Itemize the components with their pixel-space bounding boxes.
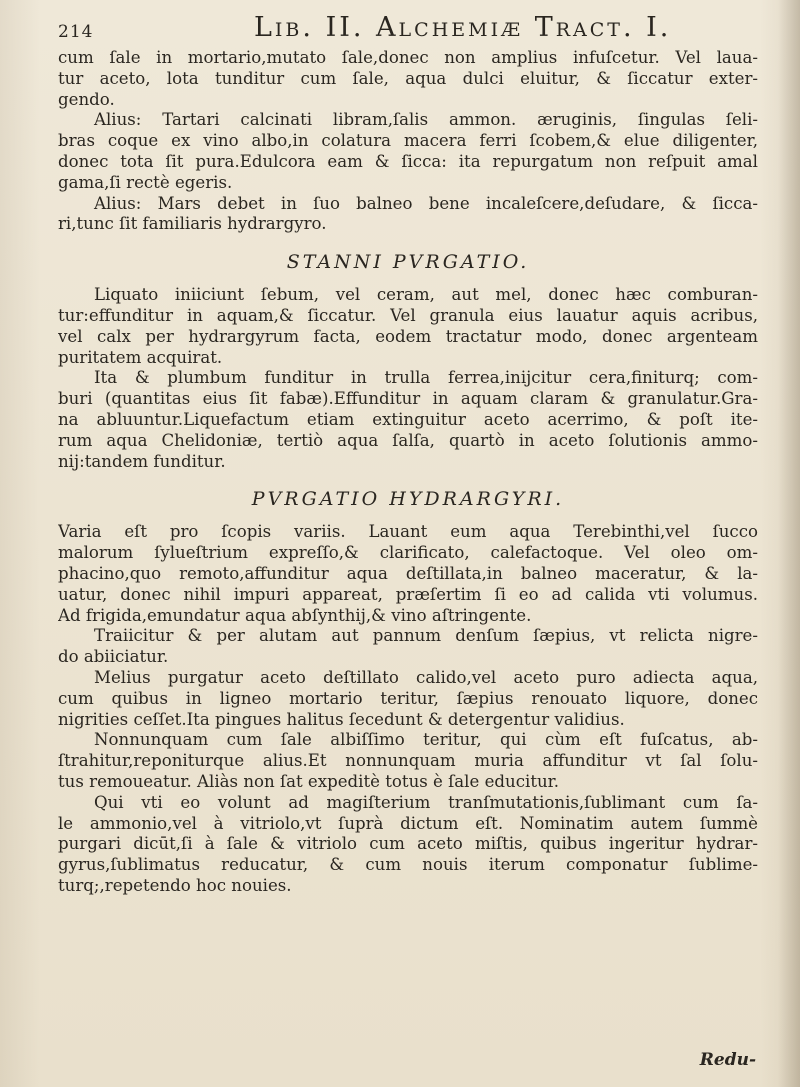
text-line: donec tota ſit pura.Edulcora eam & ſicca: ita repurgatum non reſpuit amal [58,151,758,171]
text-line: Alius: Mars debet in ſuo balneo bene incaleſcere,deſudare, & ſicca- [94,193,758,213]
text-line: gama,ſi rectè egeris. [58,172,233,192]
paragraph-9 [58,730,758,792]
text-line: phacino,quo remoto,affunditur aqua deſtillata,in balneo maceratur, & la- [58,563,758,583]
text-line: bras coque ex vino albo,in colatura macera ferri ſcobem,& elue diligenter, [58,131,758,151]
paragraph-10 [58,793,758,897]
text-line: Alius: Tartari calcinati libram,ſalis ammon. æruginis, ſingulas ſeli- [94,110,758,130]
text-line: puritatem acquirat. [58,347,223,367]
text-line: na abluuntur.Liquefactum etiam extinguitur aceto acerrimo, & poſt ite- [58,409,758,429]
text-line: ri,tunc ſit familiaris hydrargyro. [58,214,327,234]
text-line: Qui vti eo volunt ad magiſterium tranſmutationis,ſublimant cum ſa- [94,792,758,812]
running-title: Lib. II. Alchemiæ Tract. I. [254,12,672,43]
text-line: ſtrahitur,reponiturque alius.Et nonnunquam muria affunditur vt ſal ſolu- [58,751,758,771]
text-line: uatur, donec nihil impuri appareat, præſertim ſi eo ad calida vti volumus. [58,584,758,604]
paragraph-5 [58,368,758,472]
main-text [58,48,758,897]
page-edge-shadow [778,0,800,1087]
text-line: rum aqua Chelidoniæ, tertiò aqua ſalſa, quartò in aceto ſolutionis ammo- [58,430,758,450]
paragraph-3 [58,194,758,236]
text-line: Melius purgatur aceto deſtillato calido,vel aceto puro adiecta aqua, [94,667,758,687]
paragraph-1 [58,48,758,110]
text-line: Nonnunquam cum ſale albiſſimo teritur, qui cùm eſt fuſcatus, ab- [94,730,758,750]
section-heading-stanni: STANNI PVRGATIO. [286,251,530,274]
text-line: buri (quantitas eius ſit fabæ).Effunditur in aquam claram & granulatur.Gra- [58,389,758,409]
text-line: nigrities ceſſet.Ita pingues halitus ſecedunt & detergentur validius. [58,709,625,729]
text-line: cum ſale in mortario,mutato ſale,donec non amplius infuſcetur. Vel laua- [58,48,758,67]
text-line: cum quibus in ligneo mortario teritur, ſæpius renouato liquore, donec [58,688,758,708]
text-line: Ad frigida,emundatur aqua abſynthij,& vino aſtringente. [58,605,532,625]
text-line: Ita & plumbum funditur in trulla ferrea,inijcitur cera,finiturq; com- [94,368,758,388]
text-line: tur aceto, lota tunditur cum ſale, aqua dulci eluitur, & ſiccatur exter- [58,68,758,88]
text-line: gyrus,ſublimatus reducatur, & cum nouis iterum componatur ſublime- [58,855,758,875]
paragraph-6 [58,522,758,626]
page-number: 214 [58,22,94,42]
paragraph-4 [58,285,758,368]
text-line: malorum ſylueſtrium expreſſo,& clarificato, calefactoque. Vel oleo om- [58,543,758,563]
text-line: tus remoueatur. Aliàs non ſat expeditè totus è ſale educitur. [58,771,560,791]
running-head [58,8,758,44]
text-line: gendo. [58,89,115,109]
text-line: Traiicitur & per alutam aut pannum denſum ſæpius, vt relicta nigre- [94,626,758,646]
text-line: vel calx per hydrargyrum facta, eodem tractatur modo, donec argenteam [58,326,758,346]
text-line: Liquato iniiciunt ſebum, vel ceram, aut mel, donec hæc comburan- [94,285,758,305]
section-heading-hydrargyri: PVRGATIO HYDRARGYRI. [251,488,565,511]
text-line: tur:effunditur in aquam,& ſiccatur. Vel granula eius lauatur aquis acribus, [58,305,758,325]
text-line: purgari dicūt,ſi à ſale & vitriolo cum aceto miſtis, quibus ingeritur hydrar- [58,834,758,854]
paragraph-7 [58,626,758,668]
text-line: nij:tandem funditur. [58,451,226,471]
text-line: Varia eſt pro ſcopis variis. Lauant eum aqua Terebinthi,vel ſucco [58,522,758,542]
text-line: le ammonio,vel à vitriolo,vt ſuprà dictum eſt. Nominatim autem ſummè [58,813,758,833]
text-line: turq;,repetendo hoc nouies. [58,875,292,895]
text-line: do abiiciatur. [58,647,169,667]
paragraph-8 [58,668,758,730]
catchword: Redu- [699,1050,756,1070]
paragraph-2 [58,110,758,193]
